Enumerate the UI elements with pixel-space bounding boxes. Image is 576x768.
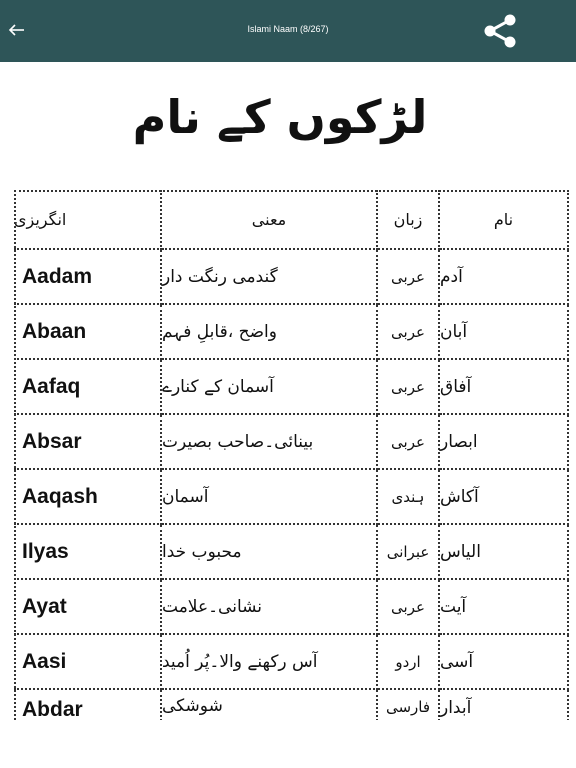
row-meaning: گندمی رنگت دار [162,250,378,305]
row-meaning: آس رکھنے والا۔پُر اُمید [162,635,378,690]
row-english: Aadam [14,250,162,305]
row-meaning: نشانی۔علامت [162,580,378,635]
names-table [14,190,569,720]
row-language: ہندی [378,470,440,525]
header-language: زبان [378,190,440,250]
row-name: آبدار [440,690,569,720]
row-language: اردو [378,635,440,690]
row-meaning: بینائی۔صاحب بصیرت [162,415,378,470]
row-language: عربی [378,250,440,305]
row-meaning: شوشکی [162,690,378,720]
header-english: انگریزی [14,190,162,250]
row-name: ابصار [440,415,569,470]
row-english: Abaan [14,305,162,360]
share-icon[interactable] [480,13,520,49]
row-english: Aaqash [14,470,162,525]
row-meaning: محبوب خدا [162,525,378,580]
row-language: عبرانی [378,525,440,580]
row-name: آفاق [440,360,569,415]
header-name: نام [440,190,569,250]
page-heading: لڑکوں کے نام [132,90,428,144]
row-language: عربی [378,580,440,635]
row-english: Ilyas [14,525,162,580]
row-language: فارسی [378,690,440,720]
header-meaning: معنی [162,190,378,250]
row-language: عربی [378,305,440,360]
row-name: آبان [440,305,569,360]
row-english: Abdar [14,690,162,720]
row-english: Aafaq [14,360,162,415]
row-name: آکاش [440,470,569,525]
row-meaning: آسمان کے کنارے [162,360,378,415]
row-english: Absar [14,415,162,470]
app-title: Islami Naam (8/267) [247,24,329,34]
row-meaning: آسمان [162,470,378,525]
name-page-image [0,62,576,768]
row-name: آدم [440,250,569,305]
row-language: عربی [378,360,440,415]
row-language: عربی [378,415,440,470]
row-name: آسی [440,635,569,690]
row-english: Ayat [14,580,162,635]
row-name: الیاس [440,525,569,580]
app-bar [0,0,576,62]
row-meaning: واضح ،قابلِ فہم [162,305,378,360]
row-english: Aasi [14,635,162,690]
row-name: آیت [440,580,569,635]
